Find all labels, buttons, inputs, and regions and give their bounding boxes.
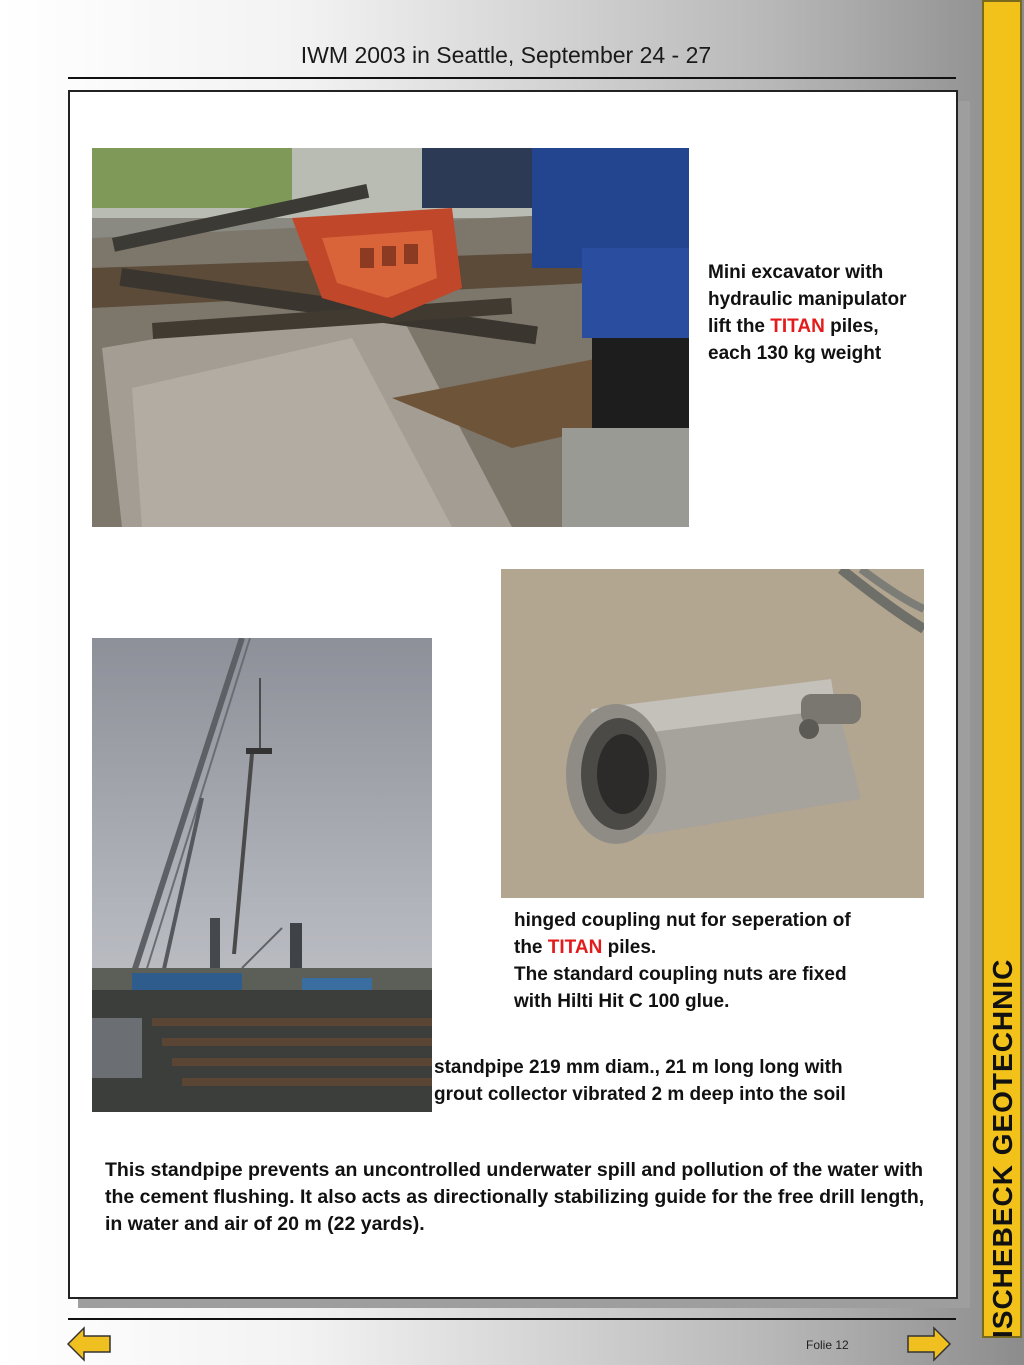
arrow-left-icon <box>66 1326 112 1362</box>
arrow-right-icon <box>906 1326 952 1362</box>
prev-slide-button[interactable] <box>66 1326 112 1362</box>
titan-highlight: TITAN <box>547 937 603 958</box>
excavator-caption-line4: each 130 kg weight <box>708 343 882 364</box>
header-divider <box>68 77 956 79</box>
coupling-caption-line4: with Hilti Hit C 100 glue. <box>514 991 730 1012</box>
crane-standpipe-photo <box>92 638 432 1112</box>
coupling-nut-photo <box>501 569 924 898</box>
standpipe-caption-line1: standpipe 219 mm diam., 21 m long long with <box>434 1057 843 1078</box>
titan-highlight: TITAN <box>770 316 825 337</box>
coupling-caption-line1: hinged coupling nut for seperation of <box>514 910 851 931</box>
footer-divider <box>68 1318 956 1320</box>
standpipe-caption <box>434 1054 944 1108</box>
caption-text: lift the <box>708 316 771 337</box>
coupling-caption-line3: The standard coupling nuts are fixed <box>514 964 847 985</box>
excavator-caption-line3 <box>708 313 958 340</box>
coupling-caption-line2 <box>514 934 934 961</box>
caption-text: piles. <box>602 937 657 958</box>
excavator-caption-line2: hydraulic manipulator <box>708 289 907 310</box>
body-paragraph: This standpipe prevents an uncontrolled underwater spill and pollution of the water with the cement flushing. It also acts as directionally stabilizing guide for the free drill length, in water and air of 20 m (22 yards). <box>105 1159 925 1235</box>
excavator-caption <box>708 259 958 367</box>
caption-text: the <box>514 937 548 958</box>
slide-number: Folie 12 <box>806 1338 849 1352</box>
excavator-caption-line1: Mini excavator with <box>708 262 884 283</box>
excavator-photo <box>92 148 689 527</box>
brand-sidebar <box>982 0 1022 1338</box>
standpipe-caption-line2: grout collector vibrated 2 m deep into the soil <box>434 1084 846 1105</box>
next-slide-button[interactable] <box>906 1326 952 1362</box>
coupling-caption <box>514 907 934 1015</box>
page-title: IWM 2003 in Seattle, September 24 - 27 <box>300 42 712 68</box>
caption-text: piles, <box>824 316 879 337</box>
brand-name: ISCHEBECK GEOTECHNIC <box>987 958 1018 1338</box>
